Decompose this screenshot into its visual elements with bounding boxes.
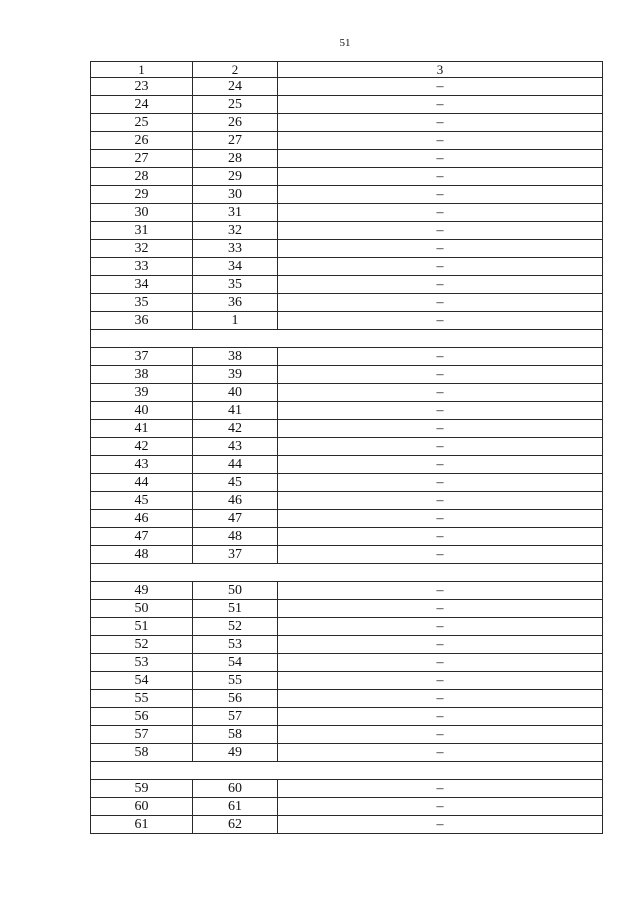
table-cell-col1: 46: [91, 510, 193, 528]
table-cell-col3: –: [278, 744, 603, 762]
table-cell-col3: –: [278, 528, 603, 546]
table-cell-col3: –: [278, 492, 603, 510]
table-cell-col1: 40: [91, 402, 193, 420]
table-row: [91, 636, 603, 654]
table-row: [91, 546, 603, 564]
table-row: [91, 78, 603, 96]
table-cell-col1: 42: [91, 438, 193, 456]
table-cell-col1: 58: [91, 744, 193, 762]
table-row: [91, 582, 603, 600]
table-cell-col3: –: [278, 96, 603, 114]
table-cell-col1: 61: [91, 816, 193, 834]
table-row: [91, 690, 603, 708]
table-cell-col3: –: [278, 690, 603, 708]
table-cell-col3: –: [278, 546, 603, 564]
table-row: [91, 150, 603, 168]
table-cell-col1: 43: [91, 456, 193, 474]
table-cell-col2: 51: [193, 600, 278, 618]
table-cell-col1: 33: [91, 258, 193, 276]
table-cell-col2: 53: [193, 636, 278, 654]
table-row: [91, 132, 603, 150]
table-cell-col2: 50: [193, 582, 278, 600]
table-body: [91, 62, 603, 834]
table-cell-col3: –: [278, 708, 603, 726]
column-header-2: 2: [193, 62, 278, 78]
table-row: [91, 204, 603, 222]
table-cell-col2: 24: [193, 78, 278, 96]
table-cell-col2: 48: [193, 528, 278, 546]
table-cell-col3: –: [278, 582, 603, 600]
table-cell-col1: 50: [91, 600, 193, 618]
table-cell-col1: 47: [91, 528, 193, 546]
table-cell-col3: –: [278, 510, 603, 528]
table-cell-col1: 54: [91, 672, 193, 690]
table-cell-col1: 52: [91, 636, 193, 654]
table-cell-col2: 30: [193, 186, 278, 204]
table-cell-col3: –: [278, 600, 603, 618]
table-row: [91, 168, 603, 186]
table-cell-col1: 27: [91, 150, 193, 168]
table-cell-col1: 45: [91, 492, 193, 510]
table-cell-col3: –: [278, 132, 603, 150]
table-cell-col3: –: [278, 294, 603, 312]
table-row: [91, 348, 603, 366]
table-row: [91, 618, 603, 636]
table-cell-col3: –: [278, 240, 603, 258]
table-row: [91, 600, 603, 618]
table-cell-col2: 58: [193, 726, 278, 744]
table-cell-col1: 57: [91, 726, 193, 744]
table-cell-col1: 56: [91, 708, 193, 726]
table-cell-col3: –: [278, 618, 603, 636]
table-cell-col1: 26: [91, 132, 193, 150]
table-cell-col1: 37: [91, 348, 193, 366]
table-row: [91, 744, 603, 762]
column-header-1: 1: [91, 62, 193, 78]
table-row: [91, 708, 603, 726]
table-cell-col3: –: [278, 456, 603, 474]
table-cell-col3: –: [278, 222, 603, 240]
group-separator-row: [91, 330, 603, 348]
table-cell-col3: –: [278, 798, 603, 816]
table-cell-col2: 33: [193, 240, 278, 258]
table-cell-col2: 25: [193, 96, 278, 114]
table-cell-col2: 44: [193, 456, 278, 474]
table-row: [91, 222, 603, 240]
table-cell-col2: 46: [193, 492, 278, 510]
table-cell-col3: –: [278, 312, 603, 330]
table-row: [91, 438, 603, 456]
table-cell-col3: –: [278, 420, 603, 438]
table-cell-col2: 28: [193, 150, 278, 168]
table-cell-col1: 24: [91, 96, 193, 114]
table-header-row: [91, 62, 603, 78]
table-cell-col1: 25: [91, 114, 193, 132]
table-cell-col1: 35: [91, 294, 193, 312]
table-cell-col2: 49: [193, 744, 278, 762]
table-cell-col3: –: [278, 186, 603, 204]
table-cell-col1: 53: [91, 654, 193, 672]
table-cell-col2: 35: [193, 276, 278, 294]
table-cell-col3: –: [278, 384, 603, 402]
page-number: 51: [339, 37, 351, 49]
table-row: [91, 276, 603, 294]
table-cell-col3: –: [278, 438, 603, 456]
table-row: [91, 240, 603, 258]
table-row: [91, 114, 603, 132]
group-separator-cell: [91, 762, 603, 780]
table-cell-col3: –: [278, 276, 603, 294]
table-cell-col3: –: [278, 150, 603, 168]
table-cell-col2: 27: [193, 132, 278, 150]
data-table: [90, 61, 603, 834]
table-cell-col3: –: [278, 168, 603, 186]
table-cell-col3: –: [278, 114, 603, 132]
table-row: [91, 510, 603, 528]
table-cell-col2: 61: [193, 798, 278, 816]
table-cell-col2: 41: [193, 402, 278, 420]
table-cell-col2: 57: [193, 708, 278, 726]
table-cell-col1: 36: [91, 312, 193, 330]
table-row: [91, 294, 603, 312]
table-row: [91, 654, 603, 672]
group-separator-row: [91, 564, 603, 582]
table-cell-col3: –: [278, 78, 603, 96]
table-cell-col3: –: [278, 402, 603, 420]
table-cell-col3: –: [278, 474, 603, 492]
table-row: [91, 474, 603, 492]
table-cell-col2: 1: [193, 312, 278, 330]
group-separator-row: [91, 762, 603, 780]
table-cell-col3: –: [278, 672, 603, 690]
table-cell-col3: –: [278, 258, 603, 276]
table-cell-col3: –: [278, 780, 603, 798]
group-separator-cell: [91, 564, 603, 582]
table-row: [91, 384, 603, 402]
table-cell-col1: 59: [91, 780, 193, 798]
table-cell-col2: 43: [193, 438, 278, 456]
table-cell-col2: 40: [193, 384, 278, 402]
table-cell-col1: 30: [91, 204, 193, 222]
table-row: [91, 366, 603, 384]
table-row: [91, 528, 603, 546]
table-cell-col3: –: [278, 366, 603, 384]
table-cell-col1: 31: [91, 222, 193, 240]
table-cell-col2: 42: [193, 420, 278, 438]
table-cell-col2: 29: [193, 168, 278, 186]
table-cell-col1: 49: [91, 582, 193, 600]
table-cell-col2: 32: [193, 222, 278, 240]
table-cell-col2: 60: [193, 780, 278, 798]
table-cell-col2: 55: [193, 672, 278, 690]
table-cell-col3: –: [278, 204, 603, 222]
table-row: [91, 816, 603, 834]
table-cell-col1: 28: [91, 168, 193, 186]
table-cell-col3: –: [278, 348, 603, 366]
table-row: [91, 456, 603, 474]
table-row: [91, 420, 603, 438]
table-cell-col1: 55: [91, 690, 193, 708]
table-cell-col1: 48: [91, 546, 193, 564]
table-cell-col1: 60: [91, 798, 193, 816]
table-row: [91, 402, 603, 420]
table-cell-col2: 39: [193, 366, 278, 384]
table-cell-col1: 41: [91, 420, 193, 438]
table-cell-col2: 56: [193, 690, 278, 708]
table-cell-col2: 47: [193, 510, 278, 528]
table-row: [91, 492, 603, 510]
table-cell-col3: –: [278, 654, 603, 672]
table-cell-col2: 38: [193, 348, 278, 366]
table-cell-col1: 32: [91, 240, 193, 258]
table-row: [91, 672, 603, 690]
table-cell-col1: 29: [91, 186, 193, 204]
table-cell-col2: 62: [193, 816, 278, 834]
table-cell-col2: 34: [193, 258, 278, 276]
table-cell-col2: 26: [193, 114, 278, 132]
table-cell-col2: 37: [193, 546, 278, 564]
table-cell-col1: 51: [91, 618, 193, 636]
table-cell-col2: 31: [193, 204, 278, 222]
table-cell-col1: 44: [91, 474, 193, 492]
group-separator-cell: [91, 330, 603, 348]
table-row: [91, 312, 603, 330]
table-cell-col2: 45: [193, 474, 278, 492]
table-cell-col1: 34: [91, 276, 193, 294]
table-cell-col3: –: [278, 636, 603, 654]
table-row: [91, 798, 603, 816]
table-cell-col2: 52: [193, 618, 278, 636]
table-row: [91, 780, 603, 798]
table-cell-col3: –: [278, 726, 603, 744]
table-cell-col1: 38: [91, 366, 193, 384]
table-cell-col2: 54: [193, 654, 278, 672]
column-header-3: 3: [278, 62, 603, 78]
table-row: [91, 186, 603, 204]
table-cell-col2: 36: [193, 294, 278, 312]
table-row: [91, 726, 603, 744]
table-row: [91, 96, 603, 114]
table-cell-col3: –: [278, 816, 603, 834]
table-row: [91, 258, 603, 276]
table-cell-col1: 39: [91, 384, 193, 402]
table-cell-col1: 23: [91, 78, 193, 96]
